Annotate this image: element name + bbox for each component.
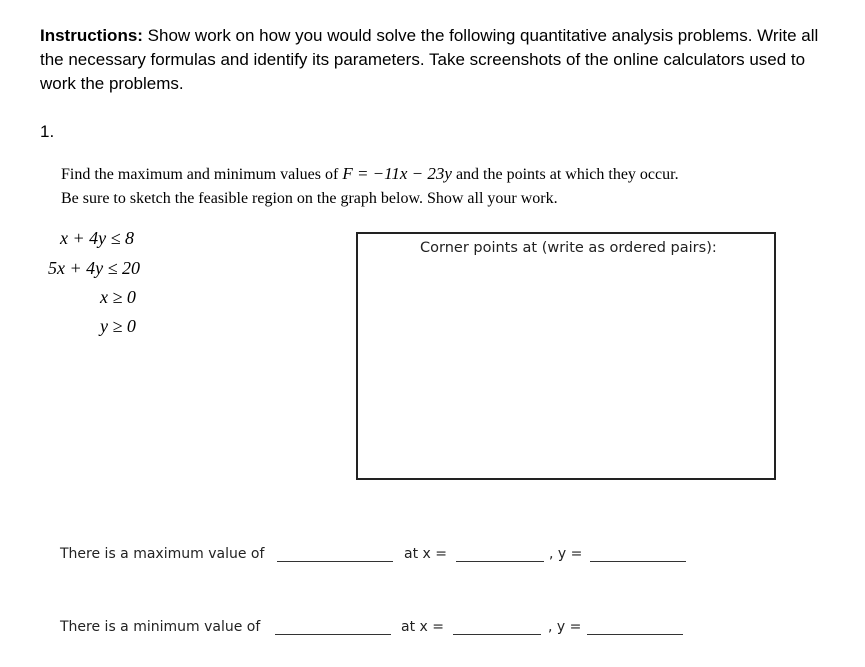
minimum-x-blank[interactable] xyxy=(453,634,541,635)
maximum-value-blank[interactable] xyxy=(277,561,393,562)
minimum-answer-row xyxy=(60,619,700,639)
problem-line-1 xyxy=(61,162,821,187)
minimum-comma-y-label: , y = xyxy=(548,619,582,635)
instructions-paragraph xyxy=(40,24,830,96)
instructions-text: Show work on how you would solve the following quantitative analysis problems. Write all the necessary formulas and identify its parameters. Take screenshots of the online calculators used to work the problems. xyxy=(40,26,819,93)
problem-statement xyxy=(61,162,821,211)
maximum-x-blank[interactable] xyxy=(456,561,544,562)
constraint-4: y ≥ 0 xyxy=(100,316,136,336)
corner-points-box[interactable] xyxy=(356,232,776,480)
maximum-label: There is a maximum value of xyxy=(60,546,265,562)
question-number: 1. xyxy=(40,122,55,141)
problem-line-2: Be sure to sketch the feasible region on the graph below. Show all your work. xyxy=(61,190,558,207)
minimum-value-blank[interactable] xyxy=(275,634,391,635)
maximum-comma-y-label: , y = xyxy=(549,546,583,562)
constraint-1: x + 4y ≤ 8 xyxy=(60,228,135,248)
corner-points-label: Corner points at (write as ordered pairs): xyxy=(420,240,717,256)
constraint-2: 5x + 4y ≤ 20 xyxy=(48,258,141,278)
maximum-y-blank[interactable] xyxy=(590,561,686,562)
maximum-answer-row xyxy=(60,546,700,566)
minimum-y-blank[interactable] xyxy=(587,634,683,635)
minimum-label: There is a minimum value of xyxy=(60,619,261,635)
problem-line-1-prefix: Find the maximum and minimum values of xyxy=(61,166,343,183)
minimum-at-x-label: at x = xyxy=(401,619,444,635)
maximum-at-x-label: at x = xyxy=(404,546,447,562)
problem-line-1-suffix: and the points at which they occur. xyxy=(451,166,679,183)
objective-function: F = −11x − 23y xyxy=(342,164,452,183)
instructions-lead: Instructions: xyxy=(40,26,143,45)
constraint-3: x ≥ 0 xyxy=(100,287,136,307)
